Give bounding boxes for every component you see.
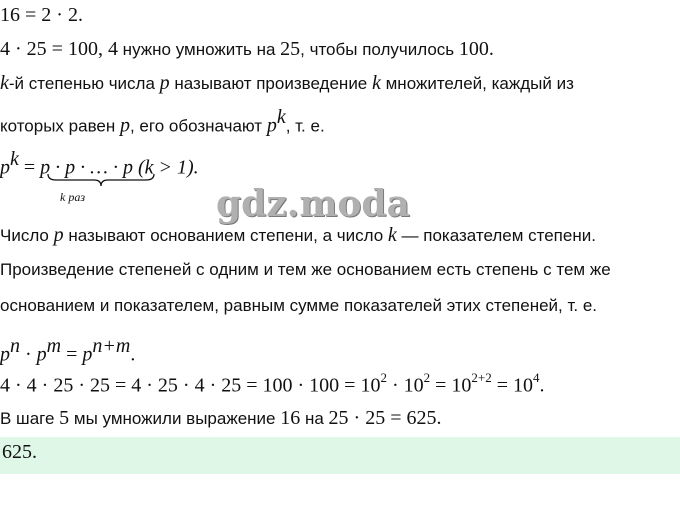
power-definition-formula: $p^k = p \cdot p$ · … · p (k > 1). (0, 148, 199, 179)
text-line-2: 4 · 25 = 100, 4 нужно умножить на 25, чтобы получилось 100. (0, 38, 494, 60)
underbrace-label: k раз (60, 190, 86, 204)
text-line-6: Число p называют основанием степени, а число k — показателем степени. (0, 224, 596, 246)
watermark-logo: gdz.moda (216, 183, 410, 225)
calculation-line: $4 \cdot 4 \cdot 25 \cdot 25 = 4 \cdot 25 \cdot 4 \cdot 25 = 100 \cdot 100 = 10^2 \cdot 10^2 = 10^{2+2} = 10^4$. (0, 370, 545, 397)
answer-value: 625. (2, 441, 37, 463)
equation-line-1: 16 = 2 · 2. (0, 4, 83, 26)
answer-box (0, 437, 680, 474)
text-line-8: основанием и показателем, равным сумме показателей этих степеней, т. е. (0, 296, 598, 315)
underbrace-shape (46, 172, 156, 188)
power-product-rule-formula: $p^n \cdot p^m = p^{n+m}$. (0, 335, 136, 366)
text-line-4: которых равен p, его обозначают $p^k$, т. е. (0, 106, 325, 137)
text-line-3: k-й степенью числа p называют произведение k множителей, каждый из (0, 72, 574, 94)
text-line-7: Произведение степеней с одним и тем же основанием есть степень с тем же (0, 260, 611, 279)
text-line-11: В шаге 5 мы умножили выражение 16 на 25 · 25 = 625. (0, 407, 442, 429)
